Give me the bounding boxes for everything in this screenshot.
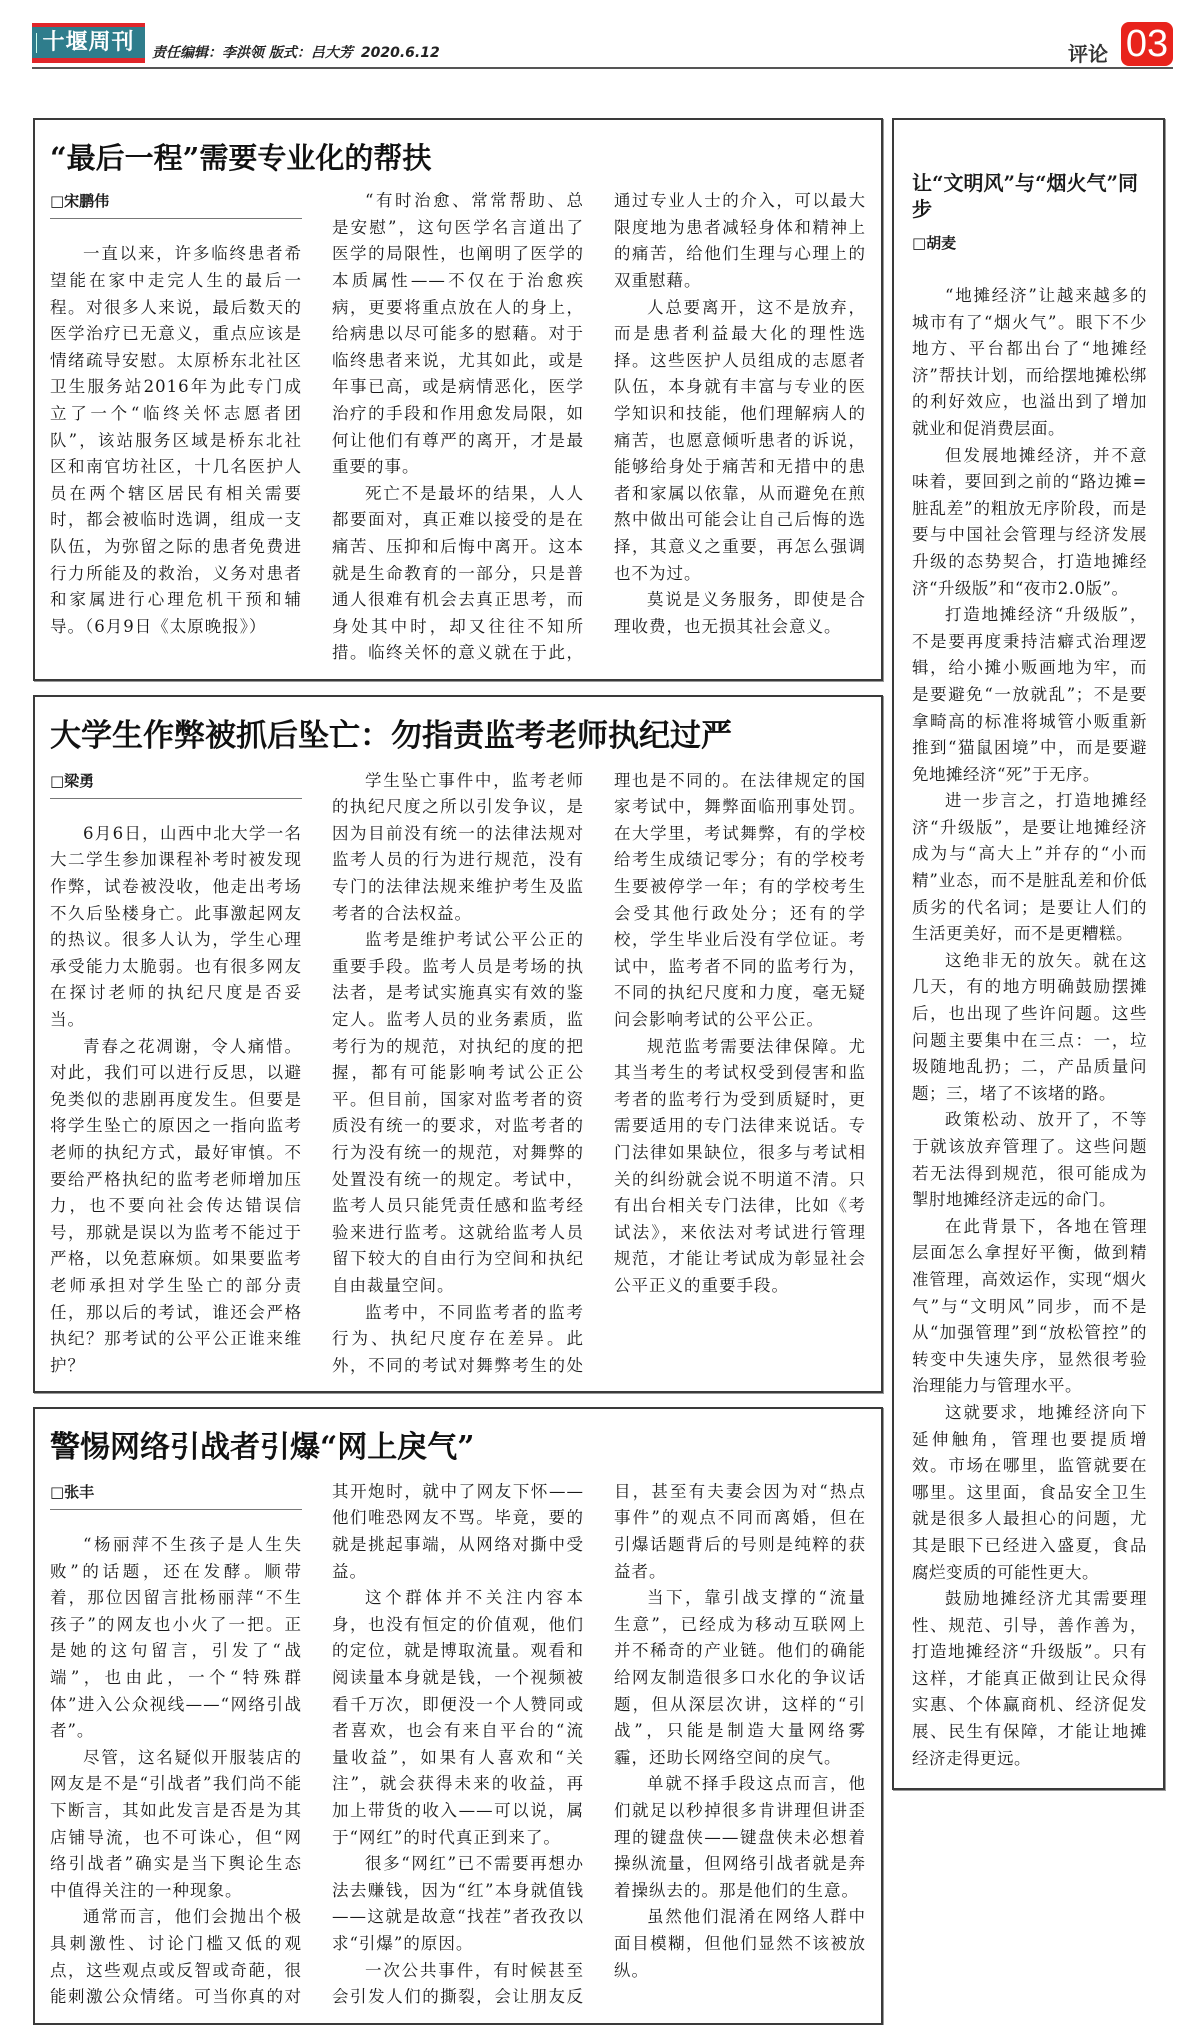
article-paragraph: 6月6日，山西中北大学一名大二学生参加课程补考时被发现作弊，试卷被没收，他走出考场不久后坠楼身亡。此事激起网友的热议。很多人认为，学生心理承受能力太脆弱。也有很多网友在探讨老师的执纪尺度是否妥当。 bbox=[50, 823, 302, 1030]
sidebar-paragraph: 这就要求，地摊经济向下延伸触角，管理也要提质增效。市场在哪里，监管就要在哪里。这里面，食品安全卫生就是很多人最担心的问题，尤其是眼下已经进入盛夏，食品腐烂变质的可能性更大。 bbox=[912, 1402, 1147, 1582]
sidebar-paragraph: 在此背景下，各地在管理层面怎么拿捏好平衡，做到精准管理，高效运作，实现“烟火气”与“文明风”同步，而不是从“加强管理”到“放松管控”的转变中失速失序，显然很考验治理能力与管理水平。 bbox=[912, 1216, 1147, 1396]
article-1 bbox=[33, 118, 883, 681]
article-paragraph: 青春之花凋谢，令人痛惜。对此，我们可以进行反思，以避免类似的悲剧再度发生。但要是将学生坠亡的原因之一指向监考老师的执纪方式，最好审慎。不要给严格执纪的监考老师增加压力，也不要向社会传达错误信号，那就是误以为监考不能过于严格，以免惹麻烦。如果要监考老师承担对学生坠亡的部分责任，那以后的考试，谁还会严格执纪？那考试的公平公正谁来维护？ bbox=[50, 1036, 302, 1375]
article-paragraph: 一直以来，许多临终患者希望能在家中走完人生的最后一程。对很多人来说，最后数天的医学治疗已无意义，重点应该是情绪疏导安慰。太原桥东北社区卫生服务站2016年为此专门成立了一个“临终关怀志愿者团队”，该站服务区域是桥东北社区和南官坊社区，十几名医护人员在两个辖区居民有相关需要时，都会被临时选调，组成一支队伍，为弥留之际的患者免费进行力所能及的救治，义务对患者和家属进行心理危机干预和辅导。（6月9日《太原晚报》） bbox=[50, 244, 302, 636]
article-paragraph: 尽管，这名疑似开服装店的网友是不是“引战者”我们尚不能下断言，其如此发言是否是为其店铺导流，也不可诛心，但“网络引战者”确实是当下舆论生态中值得关注的一种现象。 bbox=[50, 1747, 302, 1900]
article-body bbox=[50, 1479, 866, 2011]
article-paragraph: 单就不择手段这点而言，他们就足以秒掉很多肯讲理但讲歪理的键盘侠——键盘侠未必想着操纵流量，但网络引战者就是奔着操纵去的。那是他们的生意。 bbox=[614, 1774, 866, 1900]
credits-text: 责任编辑：李洪领 版式：吕大芳 bbox=[152, 45, 353, 61]
sidebar-body bbox=[912, 283, 1147, 1772]
article-title: 警惕网络引战者引爆“网上戾气” bbox=[50, 1430, 475, 1466]
article-paragraph: “有时治愈、常常帮助、总是安慰”，这句医学名言道出了医学的局限性，也阐明了医学的本质属性——不仅在于治愈疾病，更要将重点放在人的身上，给病患以尽可能多的慰藉。对于临终患者来说，尤其如此，或是年事已高，或是病情恶化，医学治疗的手段和作用愈发局限，如何让他们有尊严的离开，才是最重要的事。 bbox=[332, 191, 584, 477]
article-paragraph: 这个群体并不关注内容本身，也没有恒定的价值观，他们的定位，就是博取流量。观看和阅读量本身就是钱，一个视频被看千万次，即便没一个人赞同或者喜欢，也会有来自平台的“流量收益”，如果有人喜欢和“关注”，就会获得未来的收益，再加上带货的收入——可以说，属于“网红”的时代真正到来了。 bbox=[332, 1588, 584, 1847]
masthead-logo: 十堰周刊 bbox=[32, 23, 145, 63]
article-byline: □梁勇 bbox=[50, 768, 302, 821]
sidebar-paragraph: 鼓励地摊经济尤其需要理性、规范、引导，善作善为，打造地摊经济“升级版”。只有这样，才能真正做到让民众得实惠、个体赢商机、经济促发展、民生有保障，才能让地摊经济走得更远。 bbox=[912, 1589, 1147, 1768]
sidebar-paragraph: 打造地摊经济“升级版”，不是要再度秉持洁癖式治理逻辑，给小摊小贩画地为牢，而是要避免“一放就乱”；不是要拿畸高的标准将城管小贩重新推到“猫鼠困境”中，而是要避免地摊经济“死”于无序。 bbox=[912, 605, 1147, 784]
article-paragraph: 通常而言，他们会抛出个极具刺激性、讨论门槛又低的观点，这些观点或反智或奇葩，很能刺激公众情绪。可当你真的对其开炮时，就中了网友下怀——他们唯恐网友不骂。毕竟，要的就是挑起事端，从网络对撕中受益。 bbox=[50, 1481, 584, 2007]
sidebar-paragraph: 但发展地摊经济，并不意味着，要回到之前的“路边摊=脏乱差”的粗放无序阶段，而是要与中国社会管理与经济发展升级的态势契合，打造地摊经济“升级版”和“夜市2.0版”。 bbox=[912, 445, 1147, 598]
sidebar-paragraph: “地摊经济”让越来越多的城市有了“烟火气”。眼下不少地方、平台都出台了“地摊经济”帮扶计划，而给摆地摊松绑的利好效应，也溢出到了增加就业和促消费层面。 bbox=[912, 286, 1147, 438]
sidebar-byline: □胡麦 bbox=[912, 234, 957, 252]
editor-credits bbox=[152, 42, 440, 62]
main-articles bbox=[33, 118, 883, 2025]
section-name: 评论 bbox=[1068, 42, 1108, 66]
header-divider bbox=[32, 67, 1173, 69]
article-paragraph: 监考是维护考试公平公正的重要手段。监考人员是考场的执法者，是考试实施真实有效的鉴定人。监考人员的业务素质，监考行为的规范，对执纪的度的把握，都有可能影响考试公正公平。但目前，国家对监考者的资质没有统一的要求，对监考者的行为没有统一的规范，对舞弊的处置没有统一的规定。考试中，监考人员只能凭责任感和监考经验来进行监考。这就给监考人员留下较大的自由行为空间和执纪自由裁量空间。 bbox=[332, 930, 584, 1295]
article-paragraph: 莫说是义务服务，即使是合理收费，也无损其社会意义。 bbox=[614, 590, 866, 636]
sidebar-article bbox=[892, 118, 1165, 1790]
article-paragraph: 当下，靠引战支撑的“流量生意”，已经成为移动互联网上并不稀奇的产业链。他们的确能给网友制造很多口水化的争议话题，但从深层次讲，这样的“引战”，只能是制造大量网络雾霾，还助长网络空间的戾气。 bbox=[614, 1588, 866, 1767]
article-paragraph: 规范监考需要法律保障。尤其当考生的考试权受到侵害和监考者的监考行为受到质疑时，更需要适用的专门法律来说话。专门法律如果缺位，很多与考试相关的纠纷就会说不明道不清。只有出台相关专门法律，比如《考试法》，来依法对考试进行管理规范，才能让考试成为彰显社会公平正义的重要手段。 bbox=[614, 1036, 866, 1295]
article-3 bbox=[33, 1407, 883, 2024]
sidebar-paragraph: 进一步言之，打造地摊经济“升级版”，是要让地摊经济成为与“高大上”并存的“小而精”业态，而不是脏乱差和价低质劣的代名词；是要让人们的生活更美好，而不是更糟糕。 bbox=[912, 791, 1147, 944]
article-body bbox=[50, 188, 866, 667]
sidebar-paragraph: 政策松动、放开了，不等于就该放弃管理了。这些问题若无法得到规范，很可能成为掣肘地摊经济走远的命门。 bbox=[912, 1110, 1147, 1210]
article-paragraph: “杨丽萍不生孩子是人生失败”的话题，还在发酵。顺带着，那位因留言批杨丽萍“不生孩子”的网友也小火了一把。正是她的这句留言，引发了“战端”，也由此，一个“特殊群体”进入公众视线——“网络引战者”。 bbox=[50, 1535, 302, 1741]
issue-date: 2020.6.12 bbox=[360, 45, 440, 61]
article-byline: □宋鹏伟 bbox=[50, 188, 302, 241]
article-paragraph: 一次公共事件，有时候甚至会引发人们的撕裂，会让朋友反目，甚至有夫妻会因为对“热点事件”的观点不同而离婚，但在引爆话题背后的号则是纯粹的获益者。 bbox=[332, 1481, 866, 2007]
article-paragraph: 人总要离开，这不是放弃，而是患者利益最大化的理性选择。这些医护人员组成的志愿者队伍，本身就有丰富与专业的医学知识和技能，他们理解病人的痛苦，也愿意倾听患者的诉说，能够给身处于痛苦和无措中的患者和家属以依靠，从而避免在煎熬中做出可能会让自己后悔的选择，其意义之重要，再怎么强调也不为过。 bbox=[614, 297, 866, 583]
article-paragraph: 监考中，不同监考者的监考行为、执纪尺度存在差异。此外，不同的考试对舞弊考生的处理也是不同的。在法律规定的国家考试中，舞弊面临刑事处罚。在大学里，考试舞弊，有的学校给考生成绩记零分；有的学校考生要被停学一年；有的学校考生会受其他行政处分；还有的学校，学生毕业后没有学位证。考试中，监考者不同的监考行为，不同的执纪尺度和力度，毫无疑问会影响考试的公平公正。 bbox=[332, 770, 866, 1375]
article-title: 大学生作弊被抓后坠亡：勿指责监考老师执纪过严 bbox=[50, 717, 732, 754]
article-paragraph: 很多“网红”已不需要再想办法去赚钱，因为“红”本身就值钱——这就是故意“找茬”者孜孜以求“引爆”的原因。 bbox=[332, 1854, 584, 1953]
article-title: “最后一程”需要专业化的帮扶 bbox=[50, 141, 432, 175]
article-byline: □张丰 bbox=[50, 1479, 302, 1532]
article-paragraph: 学生坠亡事件中，监考老师的执纪尺度之所以引发争议，是因为目前没有统一的法律法规对监考人员的行为进行规范，没有专门的法律法规来维护考生及监考者的合法权益。 bbox=[332, 770, 584, 923]
article-paragraph: 虽然他们混淆在网络人群中面目模糊，但他们显然不该被放纵。 bbox=[614, 1907, 866, 1980]
article-body bbox=[50, 768, 866, 1380]
sidebar-title: 让“文明风”与“烟火气”同步 bbox=[912, 171, 1139, 221]
article-paragraph: 死亡不是最坏的结果，人人都要面对，真正难以接受的是在痛苦、压抑和后悔中离开。这本就是生命教育的一部分，只是普通人很难有机会去真正思考，而身处其中时，却又往往不知所措。临终关怀的意义就在于此，通过专业人士的介入，可以最大限度地为患者减轻身体和精神上的痛苦，给他们生理与心理上的双重慰藉。 bbox=[332, 191, 866, 663]
article-2 bbox=[33, 695, 883, 1393]
sidebar-paragraph: 这绝非无的放矢。就在这几天，有的地方明确鼓励摆摊后，也出现了些许问题。这些问题主要集中在三点：一，垃圾随地乱扔；二，产品质量问题；三，堵了不该堵的路。 bbox=[912, 950, 1147, 1103]
page-number-badge: 03 bbox=[1121, 22, 1173, 66]
